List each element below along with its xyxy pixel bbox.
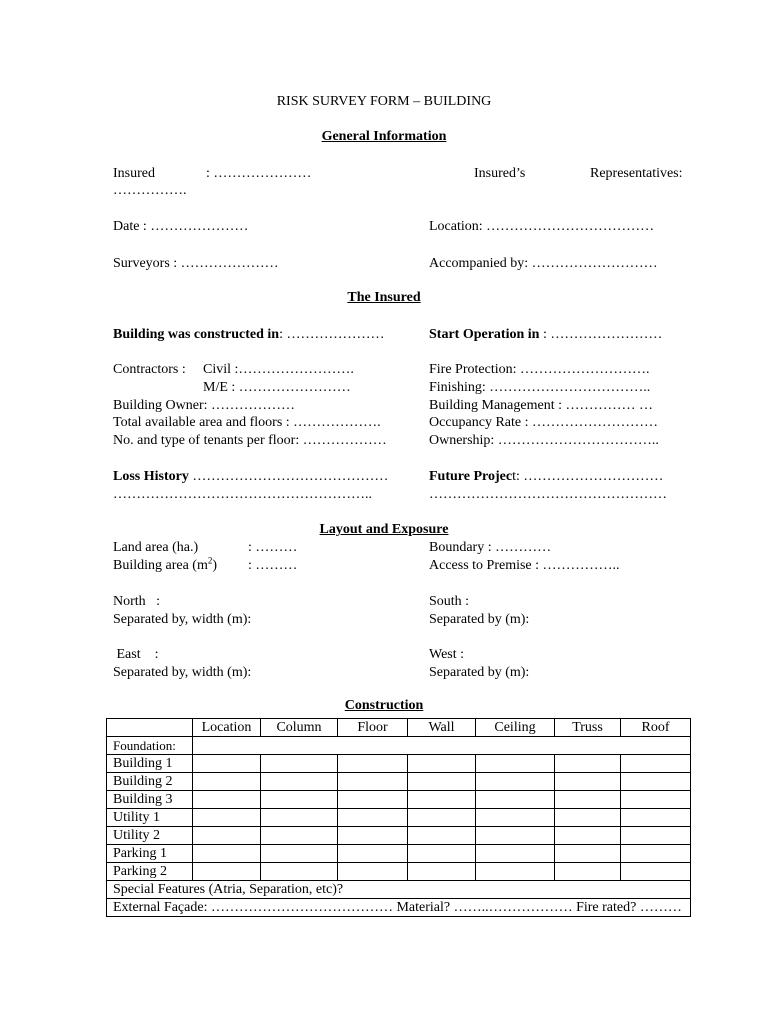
table-row-special-features [107,881,691,899]
table-row [107,791,691,809]
section-heading-layout: Layout and Exposure [319,522,449,537]
table-row [107,863,691,881]
fire-protection-field[interactable]: Fire Protection: ………………………. [429,362,650,377]
tenants-field[interactable]: No. and type of tenants per floor: ……………… [113,433,387,448]
future-project-value: t: ………………………… [512,469,664,484]
external-facade-field[interactable]: External Façade: ………………………………… Material? ……..……………… Fire rated? ……… [107,899,691,917]
table-cell[interactable] [476,791,555,809]
table-cell[interactable] [555,827,621,845]
table-cell[interactable] [193,773,261,791]
table-cell[interactable] [408,863,476,881]
table-cell[interactable] [408,773,476,791]
table-row [107,809,691,827]
table-cell[interactable] [555,791,621,809]
start-label: Start Operation in [429,327,540,342]
land-area-label: Land area (ha.) [113,540,199,555]
built-value: : ………………… [279,327,385,342]
table-cell[interactable] [476,863,555,881]
table-cell[interactable] [476,755,555,773]
column-header-floor: Floor [338,719,408,737]
south-field[interactable]: South : [429,594,470,609]
table-cell[interactable] [476,845,555,863]
table-cell[interactable] [621,809,691,827]
row-label: Building 2 [107,773,193,791]
table-cell[interactable] [193,827,261,845]
south-separation-field[interactable]: Separated by (m): [429,612,530,627]
built-field[interactable] [113,326,384,343]
occupancy-field[interactable]: Occupancy Rate : ……………………… [429,415,659,430]
row-label-foundation: Foundation: [107,737,193,755]
table-cell[interactable] [621,827,691,845]
table-cell[interactable] [621,863,691,881]
table-cell[interactable] [476,827,555,845]
foundation-cell[interactable] [193,737,691,755]
column-header-blank [107,719,193,737]
accompanied-field[interactable]: Accompanied by: ……………………… [429,256,658,271]
table-cell[interactable] [338,791,408,809]
building-area-unit-exponent: 2 [207,555,213,566]
table-cell[interactable] [621,845,691,863]
boundary-field[interactable]: Boundary : ………… [429,540,552,555]
table-cell[interactable] [193,755,261,773]
table-cell[interactable] [338,773,408,791]
loss-history-continuation[interactable]: ……………………………………………….. [113,487,372,502]
insureds-label: Insured’s [474,166,526,181]
insured-label: Insured [113,166,155,181]
table-cell[interactable] [621,791,691,809]
table-cell[interactable] [338,827,408,845]
start-field[interactable] [429,326,662,343]
future-project-label: Future Projec [429,469,513,484]
row-label: Parking 2 [107,863,193,881]
section-heading-construction: Construction [344,698,424,713]
area-floors-field[interactable]: Total available area and floors : ………………. [113,415,381,430]
table-cell[interactable] [261,863,338,881]
column-header-column: Column [261,719,338,737]
loss-history-field[interactable] [113,468,388,485]
table-row [107,755,691,773]
owner-field[interactable]: Building Owner: ……………… [113,398,295,413]
table-header-row [107,719,691,737]
table-cell[interactable] [338,845,408,863]
building-area-label-text: Building area (m [113,558,208,573]
west-separation-field[interactable]: Separated by (m): [429,665,530,680]
table-cell[interactable] [338,809,408,827]
table-cell[interactable] [408,809,476,827]
construction-table [106,718,691,917]
table-cell[interactable] [555,845,621,863]
built-label: Building was constructed in [113,327,280,342]
date-field[interactable]: Date : ………………… [113,219,249,234]
row-label: Utility 1 [107,809,193,827]
table-cell[interactable] [261,791,338,809]
row-label: Building 1 [107,755,193,773]
representatives-field[interactable]: ……………. [113,183,187,198]
form-title: RISK SURVEY FORM – BUILDING [276,94,492,109]
table-cell[interactable] [261,809,338,827]
building-area-label [113,557,217,574]
table-cell[interactable] [408,845,476,863]
start-value: : …………………… [539,327,663,342]
building-area-label-close: ) [212,558,218,573]
ownership-field[interactable]: Ownership: …………………………….. [429,433,659,448]
column-header-ceiling: Ceiling [476,719,555,737]
west-field[interactable]: West : [429,647,465,662]
table-cell[interactable] [193,791,261,809]
table-row-external-facade [107,899,691,917]
table-row-foundation [107,737,691,755]
table-cell[interactable] [476,773,555,791]
table-row [107,845,691,863]
table-cell[interactable] [261,845,338,863]
land-area-field[interactable]: : ……… [248,540,298,555]
civil-field[interactable]: Civil :……………………. [203,362,354,377]
table-cell[interactable] [193,809,261,827]
management-field[interactable]: Building Management : …………… … [429,398,653,413]
insured-field[interactable]: : ………………… [206,166,312,181]
row-label: Utility 2 [107,827,193,845]
section-heading-general: General Information [321,129,447,144]
contractors-label: Contractors : [113,362,186,377]
future-project-continuation[interactable]: …………………………………………… [429,487,667,502]
table-cell[interactable] [476,809,555,827]
table-cell[interactable] [261,773,338,791]
row-label: Parking 1 [107,845,193,863]
building-area-field[interactable]: : ……… [248,558,298,573]
table-cell[interactable] [193,845,261,863]
table-cell[interactable] [193,863,261,881]
table-cell[interactable] [408,755,476,773]
east-field[interactable]: East : [113,647,159,662]
north-field[interactable]: North : [113,594,161,609]
location-field[interactable]: Location: ……………………………… [429,219,655,234]
table-cell[interactable] [408,827,476,845]
east-separation-field[interactable]: Separated by, width (m): [113,665,252,680]
surveyors-field[interactable]: Surveyors : ………………… [113,256,279,271]
table-cell[interactable] [621,755,691,773]
row-label: Building 3 [107,791,193,809]
me-field[interactable]: M/E : …………………… [203,380,351,395]
column-header-roof: Roof [621,719,691,737]
representatives-label: Representatives: [590,166,683,181]
loss-history-label: Loss History [113,469,189,484]
table-cell[interactable] [338,863,408,881]
column-header-location: Location [193,719,261,737]
table-row [107,827,691,845]
special-features-field[interactable]: Special Features (Atria, Separation, etc)? [107,881,691,899]
table-cell[interactable] [621,773,691,791]
table-cell[interactable] [408,791,476,809]
north-separation-field[interactable]: Separated by, width (m): [113,612,252,627]
table-cell[interactable] [555,863,621,881]
table-cell[interactable] [261,755,338,773]
table-cell[interactable] [555,755,621,773]
table-cell[interactable] [261,827,338,845]
finishing-field[interactable]: Finishing: …………………………….. [429,380,651,395]
loss-history-value: …………………………………… [188,469,389,484]
access-field[interactable]: Access to Premise : …………….. [429,558,620,573]
table-cell[interactable] [555,773,621,791]
table-cell[interactable] [555,809,621,827]
column-header-truss: Truss [555,719,621,737]
column-header-wall: Wall [408,719,476,737]
table-row [107,773,691,791]
table-cell[interactable] [338,755,408,773]
future-project-field[interactable] [429,468,663,485]
section-heading-insured: The Insured [347,290,421,305]
